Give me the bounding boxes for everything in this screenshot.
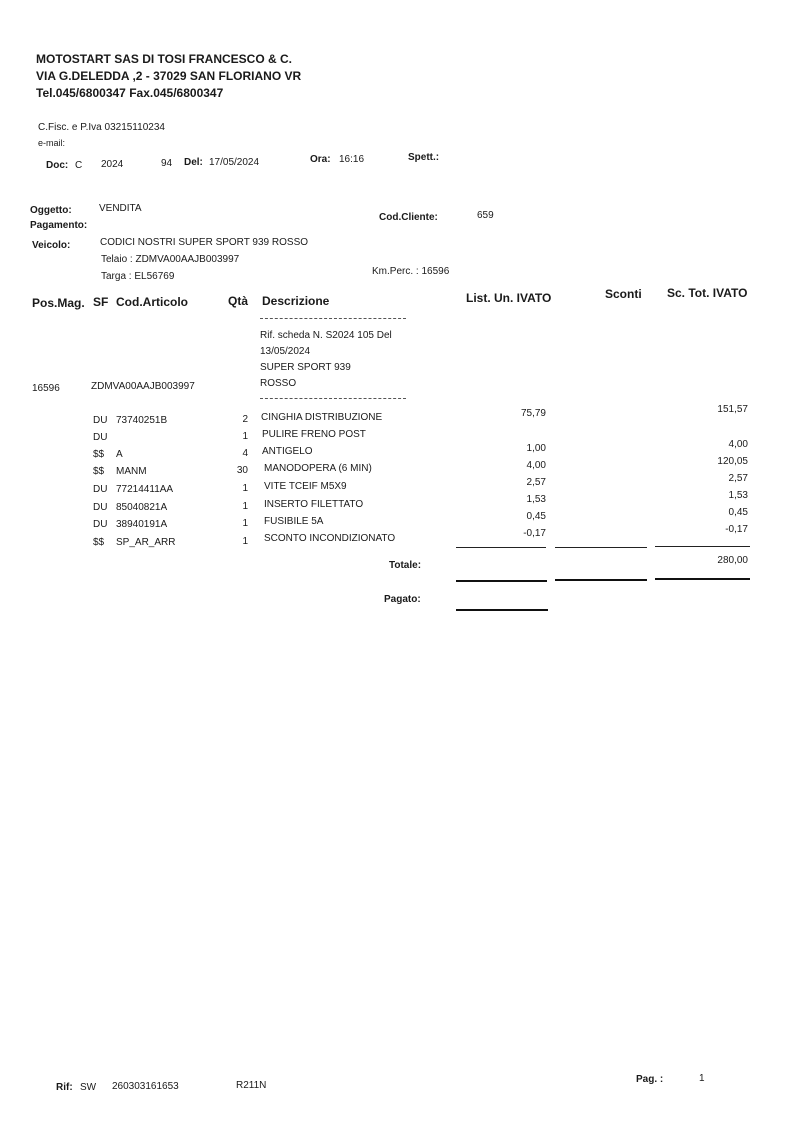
item-code: A [116,449,123,460]
item-unit-price: 1,53 [526,494,546,505]
item-total: 0,45 [728,507,748,518]
footer-rif-type: SW [80,1082,97,1093]
item-desc: CINGHIA DISTRIBUZIONE [261,412,383,423]
item-sf: DU [93,484,108,495]
item-desc: PULIRE FRENO POST [262,429,366,440]
doc-number: 94 [161,158,173,169]
ref-line-4: ROSSO [260,378,297,389]
subtotal-line-sconti [555,547,647,548]
company-address: VIA G.DELEDDA ,2 - 37029 SAN FLORIANO VR [36,69,302,83]
col-sc-tot-ivato: Sc. Tot. IVATO [667,286,748,300]
ref-code: ZDMVA00AAJB003997 [91,381,195,392]
ref-separator [260,398,406,399]
item-sf: $$ [93,466,105,477]
totale-value: 280,00 [717,555,748,566]
item-qty: 1 [242,536,248,547]
item-code: 38940191A [116,519,168,530]
item-qty: 30 [236,465,248,476]
item-total: 1,53 [728,490,748,501]
ref-line-1: Rif. scheda N. S2024 105 Del [260,330,392,341]
totale-label: Totale: [389,560,422,571]
doc-label: Doc: [46,160,69,171]
ref-line-3: SUPER SPORT 939 [260,362,351,373]
ref-pos-mag: 16596 [32,383,60,394]
item-unit-price: 0,45 [526,511,546,522]
item-sf: $$ [93,449,105,460]
item-code: 77214411AA [116,484,174,495]
cod-cliente-label: Cod.Cliente: [379,212,438,223]
company-tax-id: C.Fisc. e P.Iva 03215110234 [38,122,165,133]
header-separator [260,318,406,319]
item-unit-price: 2,57 [526,477,546,488]
col-descrizione: Descrizione [262,294,330,308]
item-qty: 1 [242,431,248,442]
doc-date-label: Del: [184,157,203,168]
item-desc: INSERTO FILETTATO [264,499,364,510]
footer-rif-label: Rif: [56,1082,73,1093]
item-code: 85040821A [116,502,168,513]
footer-code: R211N [236,1080,267,1091]
pagamento-label: Pagamento: [30,220,88,231]
col-sf: SF [93,295,109,309]
item-sf: DU [93,519,108,530]
item-total: 120,05 [717,456,748,467]
item-desc: ANTIGELO [262,446,313,457]
pagato-label: Pagato: [384,594,421,605]
company-name: MOTOSTART SAS DI TOSI FRANCESCO & C. [36,52,293,66]
col-cod-articolo: Cod.Articolo [116,295,188,309]
col-pos-mag: Pos.Mag. [32,296,85,310]
item-total: 151,57 [717,404,748,415]
item-sf: $$ [93,537,105,548]
footer-page-number: 1 [699,1073,705,1084]
pagato-line [456,609,548,611]
doc-type: C [75,160,83,171]
ref-line-2: 13/05/2024 [260,346,311,357]
doc-time-label: Ora: [310,154,331,165]
item-desc: VITE TCEIF M5X9 [264,481,347,492]
item-sf: DU [93,415,108,426]
total-line-sconti [555,579,647,581]
doc-year: 2024 [101,159,124,170]
item-qty: 1 [242,501,248,512]
subtotal-line-total [655,546,750,547]
item-code: MANM [116,466,147,477]
item-total: 2,57 [728,473,748,484]
item-total: 4,00 [728,439,748,450]
total-line-total [655,578,750,580]
oggetto-label: Oggetto: [30,205,72,216]
item-sf: DU [93,432,108,443]
col-sconti: Sconti [605,287,642,301]
col-qta: Qtà [228,294,249,308]
total-line-list [456,580,547,582]
doc-time: 16:16 [339,154,365,165]
targa: Targa : EL56769 [101,271,175,282]
item-qty: 2 [242,414,248,425]
item-unit-price: -0,17 [523,528,546,539]
item-code: 73740251B [116,415,168,426]
km-percorsi: Km.Perc. : 16596 [372,266,450,277]
veicolo-value: CODICI NOSTRI SUPER SPORT 939 ROSSO [100,237,309,248]
oggetto-value: VENDITA [99,203,142,214]
veicolo-label: Veicolo: [32,240,71,251]
item-desc: MANODOPERA (6 MIN) [264,463,372,474]
footer-page-label: Pag. : [636,1074,664,1085]
spett-label: Spett.: [408,152,440,163]
item-desc: SCONTO INCONDIZIONATO [264,533,396,544]
item-desc: FUSIBILE 5A [264,516,324,527]
item-qty: 1 [242,518,248,529]
subtotal-line-list [456,547,546,548]
company-phone: Tel.045/6800347 Fax.045/6800347 [36,86,224,100]
item-total: -0,17 [725,524,748,535]
item-qty: 1 [242,483,248,494]
item-unit-price: 1,00 [526,443,546,454]
cod-cliente-value: 659 [477,210,494,221]
item-unit-price: 75,79 [520,408,546,419]
company-email-label: e-mail: [38,138,66,148]
item-code: SP_AR_ARR [116,537,176,548]
col-list-un-ivato: List. Un. IVATO [466,291,552,305]
doc-date: 17/05/2024 [209,157,260,168]
telaio: Telaio : ZDMVA00AAJB003997 [101,254,240,265]
item-unit-price: 4,00 [526,460,546,471]
footer-rif-code: 260303161653 [112,1081,179,1092]
item-sf: DU [93,502,108,513]
item-qty: 4 [242,448,248,459]
